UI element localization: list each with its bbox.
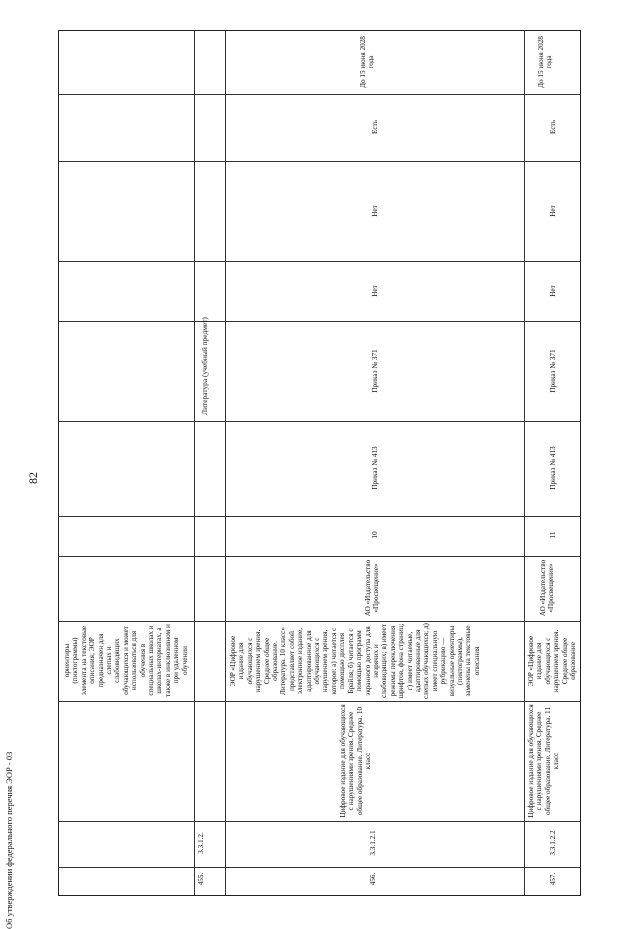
row-457-order-1: Приказ № 413 <box>549 446 557 490</box>
row-457-code: 3.3.1.2.2 <box>549 830 557 856</box>
row-457-order-2: Приказ № 371 <box>549 349 557 393</box>
row-456-col-b: Нет <box>371 205 379 217</box>
column-divider <box>59 161 580 162</box>
row-456-description: ЭОР «Цифровое издание для обучающихся с нарушением зрения. Среднее общее образование. Литература. 10 класс» представляет собой электронное издание, адаптированное для обучающихся с нарушением зрения, которое: а) читается с помощью дисплея Брайля; б) читается с помощью программ экранного доступа для незрячих и слабовидящих; в) имеет режимы переключения шрифтов, фона страниц; г) имеет читаемые, адаптированные для слепых обучающихся; д) имеет специальную рубрикацию — визуальные ориентиры (пиктограммы), заменены на текстовые описания <box>229 623 481 699</box>
column-divider <box>59 261 580 262</box>
column-divider <box>59 321 580 322</box>
page-number: 82 <box>26 472 40 484</box>
row-455-description: ориентиры (пиктограммы) элемента на текстовые описания; ЭОР предназначен для слепых и слабовидящих обучающихся и может использоваться для обучения в специальных школах и школах-интернатах, а также в инклюзивном и при удаленном обучении <box>63 624 189 697</box>
section-title: Литература (учебный предмет) <box>200 317 209 415</box>
register-table <box>58 30 581 896</box>
row-456-code: 3.3.1.2.1 <box>369 830 377 856</box>
document-footer: Об утверждении федерального перечня ЭОР - 03 <box>4 751 14 929</box>
row-457-deadline: До 15 июня 2028 года <box>537 36 554 88</box>
row-457-col-b: Нет <box>549 205 557 217</box>
column-divider <box>59 516 580 517</box>
row-456-col-c: Есть <box>371 120 379 134</box>
row-457-publisher: АО «Издательство «Просвещение» <box>539 559 556 617</box>
row-456-publisher: АО «Издательство «Просвещение» <box>364 559 381 617</box>
row-457-description: ЭОР «Цифровое издание для обучающихся с нарушением зрения. Среднее общее образование <box>527 629 578 693</box>
row-456-grade: 10 <box>371 531 379 539</box>
column-divider <box>59 867 580 868</box>
row-455-code: 3.3.1.2. <box>197 832 205 854</box>
column-divider <box>59 701 580 702</box>
row-457-name: Цифровое издание для обучающихся с нарушениями зрения. Среднее общее образование. Литература. 11 класс <box>527 704 561 818</box>
column-divider <box>59 621 580 622</box>
column-divider <box>59 421 580 422</box>
row-457-number: 457. <box>549 872 557 886</box>
column-divider <box>59 821 580 822</box>
row-456-order-2: Приказ № 371 <box>371 349 379 393</box>
row-456-name: Цифровое издание для обучающихся с нарушениями зрения. Среднее общее образование. Литература. 10 класс <box>339 704 373 818</box>
row-457-col-c: Есть <box>549 120 557 134</box>
row-455-number: 455. <box>197 872 205 886</box>
row-456-col-a: Нет <box>371 285 379 297</box>
column-divider <box>59 94 580 95</box>
column-divider <box>59 556 580 557</box>
row-456-number: 456. <box>369 872 377 886</box>
row-457-col-a: Нет <box>549 285 557 297</box>
row-456-deadline: До 15 июня 2028 года <box>359 36 376 88</box>
row-457-grade: 11 <box>549 531 557 539</box>
row-456-order-1: Приказ № 413 <box>371 446 379 490</box>
